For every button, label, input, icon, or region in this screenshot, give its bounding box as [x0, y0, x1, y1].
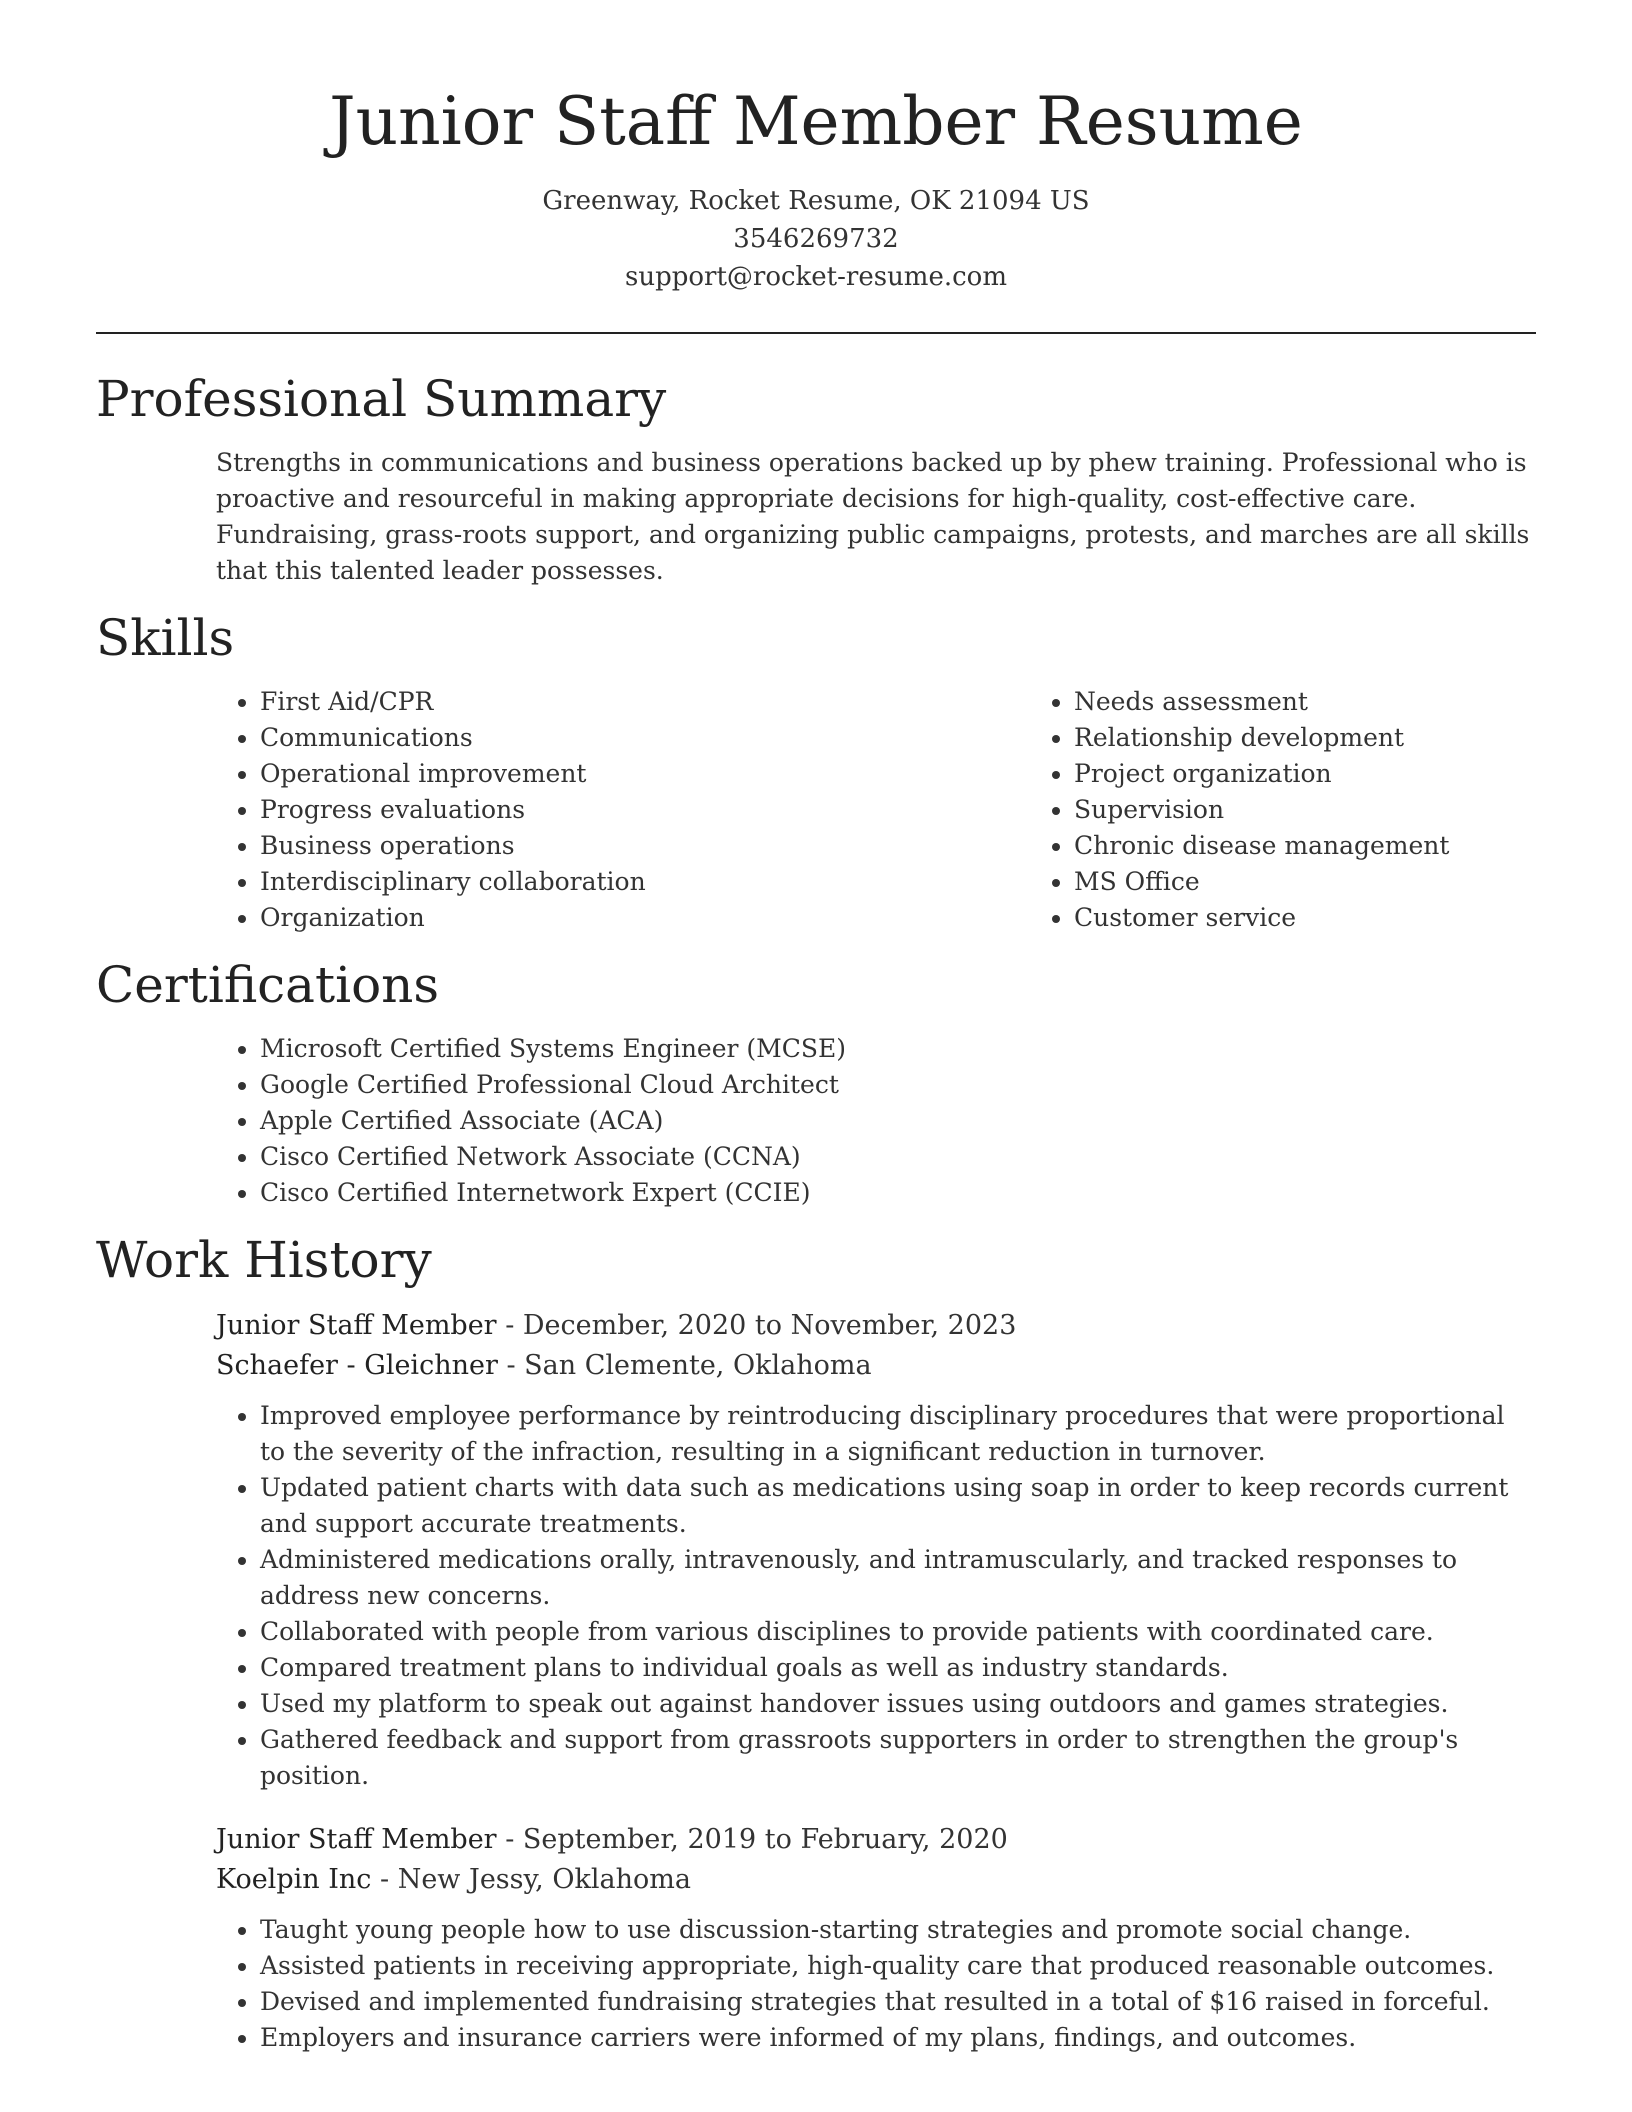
resume-header — [96, 0, 1536, 296]
list-item: • Project organization — [1074, 756, 1449, 792]
skills-list-right — [910, 684, 1449, 936]
contact-address: Greenway, Rocket Resume, OK 21094 US — [542, 185, 1090, 216]
list-item: • Cisco Certified Internetwork Expert (CCIE) — [260, 1175, 1536, 1211]
job-entry — [216, 1820, 1536, 2056]
job-company-line — [216, 1346, 1536, 1386]
list-item: • Compared treatment plans to individual goals as well as industry standards. — [260, 1650, 1536, 1686]
job-dates: December, 2020 to November, 2023 — [522, 1309, 1017, 1341]
job-separator: - — [506, 1349, 525, 1381]
list-item: • Google Certified Professional Cloud Architect — [260, 1067, 1536, 1103]
list-item: • Assisted patients in receiving appropriate, high-quality care that produced reasonable outcomes. — [260, 1948, 1536, 1984]
list-item: • Business operations — [260, 828, 910, 864]
list-item: • Cisco Certified Network Associate (CCNA) — [260, 1139, 1536, 1175]
list-item: • Customer service — [1074, 900, 1449, 936]
job-location: San Clemente, Oklahoma — [524, 1349, 872, 1381]
summary-heading: Professional Summary — [96, 369, 667, 428]
list-item: • Chronic disease management — [1074, 828, 1449, 864]
skills-heading: Skills — [96, 608, 235, 667]
job-company: Schaefer - Gleichner — [216, 1349, 498, 1381]
list-item: • Microsoft Certified Systems Engineer (MCSE) — [260, 1031, 1536, 1067]
skills-section — [96, 608, 1536, 936]
job-separator: - — [379, 1863, 398, 1895]
work-history-section — [96, 1230, 1536, 2056]
list-item: • Employers and insurance carriers were informed of my plans, findings, and outcomes. — [260, 2020, 1536, 2056]
job-bullets — [216, 1398, 1536, 1794]
header-divider — [96, 332, 1536, 334]
certifications-heading: Certifications — [96, 955, 440, 1014]
list-item: • Collaborated with people from various disciplines to provide patients with coordinated care. — [260, 1614, 1536, 1650]
summary-text: Strengths in communications and business operations backed up by phew training. Professional who is proactive and resourceful in making appropriate decisions for high-quality, cost-effective care. Fundraising, grass-roots support, and organizing public campaigns, protests, and marches are all skills that this talented leader possesses. — [216, 447, 1530, 585]
list-item: • Taught young people how to use discussion-starting strategies and promote social change. — [260, 1912, 1536, 1948]
job-title-line — [216, 1820, 1536, 1860]
job-title-line — [216, 1306, 1536, 1346]
skills-grid — [96, 684, 1536, 936]
job-title: Junior Staff Member — [216, 1823, 497, 1855]
job-location: New Jessy, Oklahoma — [397, 1863, 691, 1895]
list-item: • Administered medications orally, intravenously, and intramuscularly, and tracked responses to address new concerns. — [260, 1542, 1536, 1614]
certifications-list — [96, 1031, 1536, 1211]
list-item: • MS Office — [1074, 864, 1449, 900]
list-item: • Used my platform to speak out against handover issues using outdoors and games strategies. — [260, 1686, 1536, 1722]
job-company-line — [216, 1860, 1536, 1900]
list-item: • Improved employee performance by reintroducing disciplinary procedures that were proportional to the severity of the infraction, resulting in a significant reduction in turnover. — [260, 1398, 1536, 1470]
job-separator: - — [505, 1823, 523, 1855]
page-title: Junior Staff Member Resume — [329, 83, 1303, 160]
job-company: Koelpin Inc — [216, 1863, 372, 1895]
list-item: • Progress evaluations — [260, 792, 910, 828]
list-item: • Updated patient charts with data such as medications using soap in order to keep records current and support accurate treatments. — [260, 1470, 1536, 1542]
list-item: • Needs assessment — [1074, 684, 1449, 720]
job-separator: - — [505, 1309, 523, 1341]
list-item: • Devised and implemented fundraising strategies that resulted in a total of $16 raised in forceful. — [260, 1984, 1536, 2020]
list-item: • Gathered feedback and support from grassroots supporters in order to strengthen the group's position. — [260, 1722, 1536, 1794]
list-item: • Apple Certified Associate (ACA) — [260, 1103, 1536, 1139]
work-history-heading: Work History — [96, 1230, 432, 1289]
contact-phone: 3546269732 — [733, 223, 899, 254]
list-item: • Organization — [260, 900, 910, 936]
list-item: • First Aid/CPR — [260, 684, 910, 720]
certifications-section — [96, 955, 1536, 1211]
contact-email: support@rocket-resume.com — [624, 261, 1007, 292]
list-item: • Operational improvement — [260, 756, 910, 792]
list-item: • Supervision — [1074, 792, 1449, 828]
job-entry — [216, 1306, 1536, 1794]
job-dates: September, 2019 to February, 2020 — [522, 1823, 1008, 1855]
job-title: Junior Staff Member — [216, 1309, 497, 1341]
list-item: • Interdisciplinary collaboration — [260, 864, 910, 900]
summary-section — [96, 369, 1536, 589]
skills-list-left — [96, 684, 910, 936]
list-item: • Relationship development — [1074, 720, 1449, 756]
list-item: • Communications — [260, 720, 910, 756]
job-bullets — [216, 1912, 1536, 2056]
